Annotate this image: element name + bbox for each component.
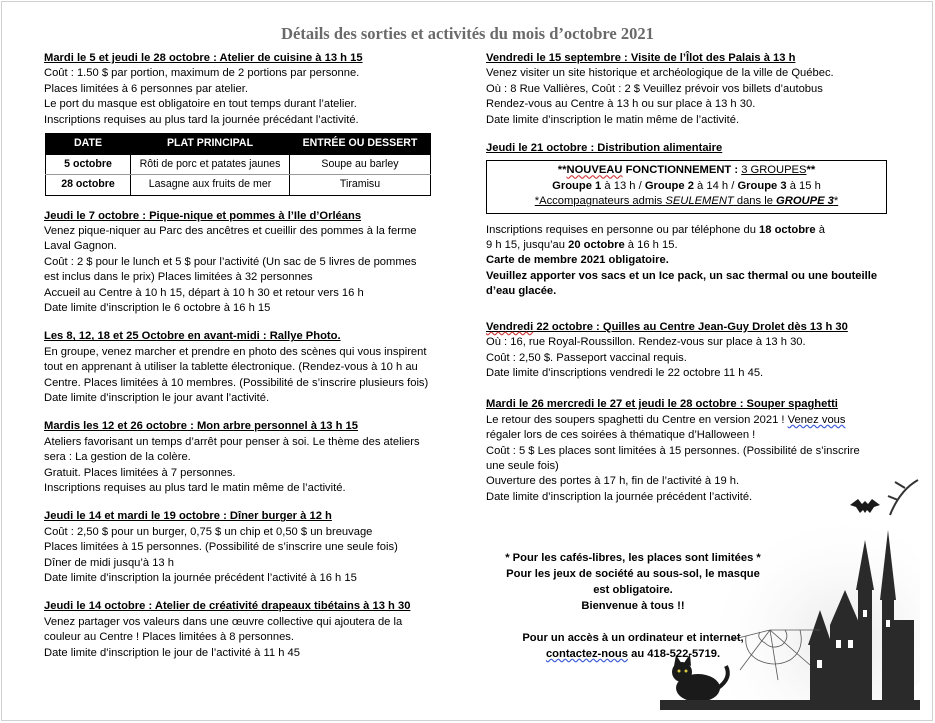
section-line: Date limite d’inscription la journée précédent l’activité. [486,490,753,503]
text-span: Inscriptions requises en personne ou par téléphone du [486,223,760,236]
text-span: contactez-nous [545,648,628,660]
text-span: dans le [733,195,777,208]
notice-line [500,646,766,662]
section-line: tout en apprenant à utiliser la tablette électronique. (Rendez-vous à 10 h au [44,361,418,374]
text-span: à 13 h / [601,179,645,192]
cell-date: 28 octobre [46,175,131,196]
section-line: Où : 8 Rue Vallières, Coût : 2 $ Veuillez prévoir vos billets d’autobus [486,82,823,95]
notice-line: Pour les jeux de société au sous-sol, le masque [506,568,760,580]
section-ilot [486,51,896,128]
section-line: Gratuit. Places limitées à 7 personnes. [44,466,236,479]
section-line: En groupe, venez marcher et prendre en photo des scènes qui vous inspirent [44,345,427,358]
section-line: Date limite d’inscription le matin même de l’activité. [486,113,740,126]
text-span: ** [806,164,816,177]
section-rallye [44,329,434,406]
cell-entree: Soupe au barley [290,154,431,175]
section-line: Coût : 5 $ Les places sont limitées à 15 personnes. (Possibilité de s’inscrire [486,444,860,457]
text-span: 9 h 15, jusqu’au [486,239,569,252]
section-line: Places limitées à 15 personnes. (Possibilité de s’inscrire une seule fois) [44,541,398,554]
section-line: Date limite d’inscriptions vendredi le 22 octobre 11 h 45. [486,366,764,379]
section-line: Venez visiter un site historique et archéologique de la ville de Québec. [486,67,834,80]
section-line: Coût : 2 $ pour le lunch et 5 $ pour l’activité (Un sac de 5 livres de pommes [44,255,417,268]
bat-icon [850,499,880,513]
notice-line: Bienvenue à tous !! [581,600,685,612]
text-span: 3 GROUPES [741,164,807,177]
section-heading: Mardi le 5 et jeudi le 28 octobre : Atelier de cuisine à 13 h 15 [44,52,363,64]
section-line: sera : La gestion de la colère. [44,451,191,464]
section-line: Inscriptions requises au plus tard la journée précédant l’activité. [44,113,359,126]
text-span: au 418-522-5719. [628,648,721,660]
section-heading: Les 8, 12, 18 et 25 Octobre en avant-midi : Rallye Photo. [44,330,341,343]
notice-line: Pour un accès à un ordinateur et internet, [522,632,744,644]
text-span: Vendredi [486,320,534,333]
section-arbre [44,419,434,496]
section-line: régaler lors de ces soirées à thématique d’Halloween ! [486,429,756,442]
section-heading: Jeudi le 14 octobre : Atelier de créativité drapeaux tibétains à 13 h 30 [44,600,411,613]
section-line: est inclus dans le prix) Places limitées à 32 personnes [44,271,313,284]
section-line: Le port du masque est obligatoire en tout temps durant l’atelier. [44,98,357,111]
text-span: 18 octobre [759,223,816,236]
cell-date: 5 octobre [46,154,131,175]
cell-entree: Tiramisu [290,175,431,196]
section-line [486,238,896,253]
text-span: *Accompagnateurs admis [534,195,666,208]
section-line: Centre. Places limitées à 10 membres. (Possibilité de s’inscrire plusieurs fois) [44,376,429,389]
section-line: Ouverture des portes à 17 h, fin de l’activité à 19 h. [486,475,740,488]
section-line: Accueil au Centre à 10 h 15, départ à 10 h 30 et retour vers 16 h [44,286,364,299]
section-line: Coût : 2,50 $ pour un burger, 0,75 $ un chip et 0,50 $ un breuvage [44,525,373,538]
text-span: à 16 h 15. [624,239,678,252]
section-heading: Mardi le 26 mercredi le 27 et jeudi le 28 octobre : Souper spaghetti [486,398,838,411]
menu-table [45,133,431,196]
section-line: couleur au Centre ! Places limitées à 8 personnes. [44,631,294,644]
text-span: Groupe 2 [644,179,694,192]
section-line: Coût : 1.50 $ par portion, maximum de 2 portions par personne. [44,67,360,80]
section-line: Inscriptions requises au plus tard le matin même de l’activité. [44,482,346,495]
section-heading: Jeudi le 7 octobre : Pique-nique et pommes à l’Ile d’Orléans [44,209,362,222]
text-span: à 14 h / [693,179,738,192]
cell-plat: Rôti de porc et patates jaunes [131,154,290,175]
section-line: Date limite d’inscription le jour de l’activité à 11 h 45 [44,646,300,659]
groups-box-line [487,163,886,178]
section-line: Venez pique-niquer au Parc des ancêtres et cueillir des pommes à la ferme [44,224,417,237]
text-span: GROUPE 3 [776,195,834,208]
section-heading: Vendredi le 15 septembre : Visite de l’Îlot des Palais à 13 h [486,52,796,64]
text-span: Groupe 1 [552,179,602,192]
groups-box [486,160,887,213]
groups-box-line [487,194,886,209]
text-span: NOUVEAU [566,164,623,177]
text-span: 22 octobre : Quilles au Centre Jean-Guy Drolet dès 13 h 30 [533,320,848,333]
col-header-entree: ENTRÉE OU DESSERT [290,134,431,155]
menu-table-header [46,134,431,155]
section-pique-nique [44,209,434,317]
section-line: Date limite d’inscription le 6 octobre à 16 h 15 [44,301,271,314]
text-span: à 15 h [786,179,821,192]
section-heading [486,320,896,335]
text-span: * [833,195,839,208]
section-line: une seule fois) [486,459,559,472]
section-line: Ateliers favorisant un temps d’arrêt pour penser à soi. Le thème des ateliers [44,435,420,448]
section-line: Date limite d’inscription la journée précédent l’activité à 16 h 15 [44,572,357,585]
text-span: FONCTIONNEMENT : [622,164,742,177]
text-span: Venez vous [787,413,846,426]
section-cuisine [44,51,434,196]
cat-eye [678,670,681,673]
section-line: Rendez-vous au Centre à 13 h ou sur place à 13 h 30. [486,98,756,111]
groups-box-line [487,179,886,194]
table-row [46,154,431,175]
section-line: Coût : 2,50 $. Passeport vaccinal requis. [486,351,687,364]
section-line: Date limite d’inscription le jour avant l’activité. [44,392,270,404]
section-heading: Mardis les 12 et 26 octobre : Mon arbre personnel à 13 h 15 [44,420,358,433]
section-line: Veuillez apporter vos sacs et un Ice pack, un sac thermal ou une bouteille [486,269,878,282]
left-column [44,51,434,674]
text-span: SEULEMENT [665,195,734,208]
section-quilles [486,320,896,382]
section-line [486,413,896,428]
right-column [486,51,896,518]
page-title: Détails des sorties et activités du mois d’octobre 2021 [281,24,654,43]
section-line: Places limitées à 6 personnes par atelier. [44,82,248,95]
text-span: à [815,223,825,236]
section-line: d’eau glacée. [486,285,557,298]
section-line: Dîner de midi jusqu’à 13 h [44,556,174,569]
notice-line: * Pour les cafés-libres, les places sont limitées * [505,552,761,564]
cell-plat: Lasagne aux fruits de mer [131,175,290,196]
cat-eye [685,670,688,673]
text-span: 20 octobre [568,239,625,252]
section-line: Venez partager vos valeurs dans une œuvre collective qui ajoutera de la [44,615,403,628]
section-drapeaux [44,599,434,661]
text-span: Groupe 3 [737,179,787,192]
col-header-date: DATE [46,134,131,155]
section-line: Carte de membre 2021 obligatoire. [486,254,669,267]
section-line: Où : 16, rue Royal-Roussillon. Rendez-vous sur place à 13 h 30. [486,336,806,349]
section-heading: Jeudi le 14 et mardi le 19 octobre : Dîner burger à 12 h [44,510,332,523]
col-header-plat: PLAT PRINCIPAL [131,134,290,155]
text-span: Le retour des soupers spaghetti du Centre en version 2021 ! [486,413,788,426]
table-row [46,175,431,196]
spacer [500,614,766,630]
ground-shape [660,700,920,710]
notice-block [500,550,766,662]
notice-line: est obligatoire. [593,584,673,596]
text-span: ** [557,164,567,177]
section-burger [44,509,434,586]
section-distribution [486,141,896,300]
section-line [486,223,896,238]
tree-branch-icon [888,480,918,515]
section-heading: Jeudi le 21 octobre : Distribution alimentaire [486,142,723,155]
section-line: Laval Gagnon. [44,240,117,253]
